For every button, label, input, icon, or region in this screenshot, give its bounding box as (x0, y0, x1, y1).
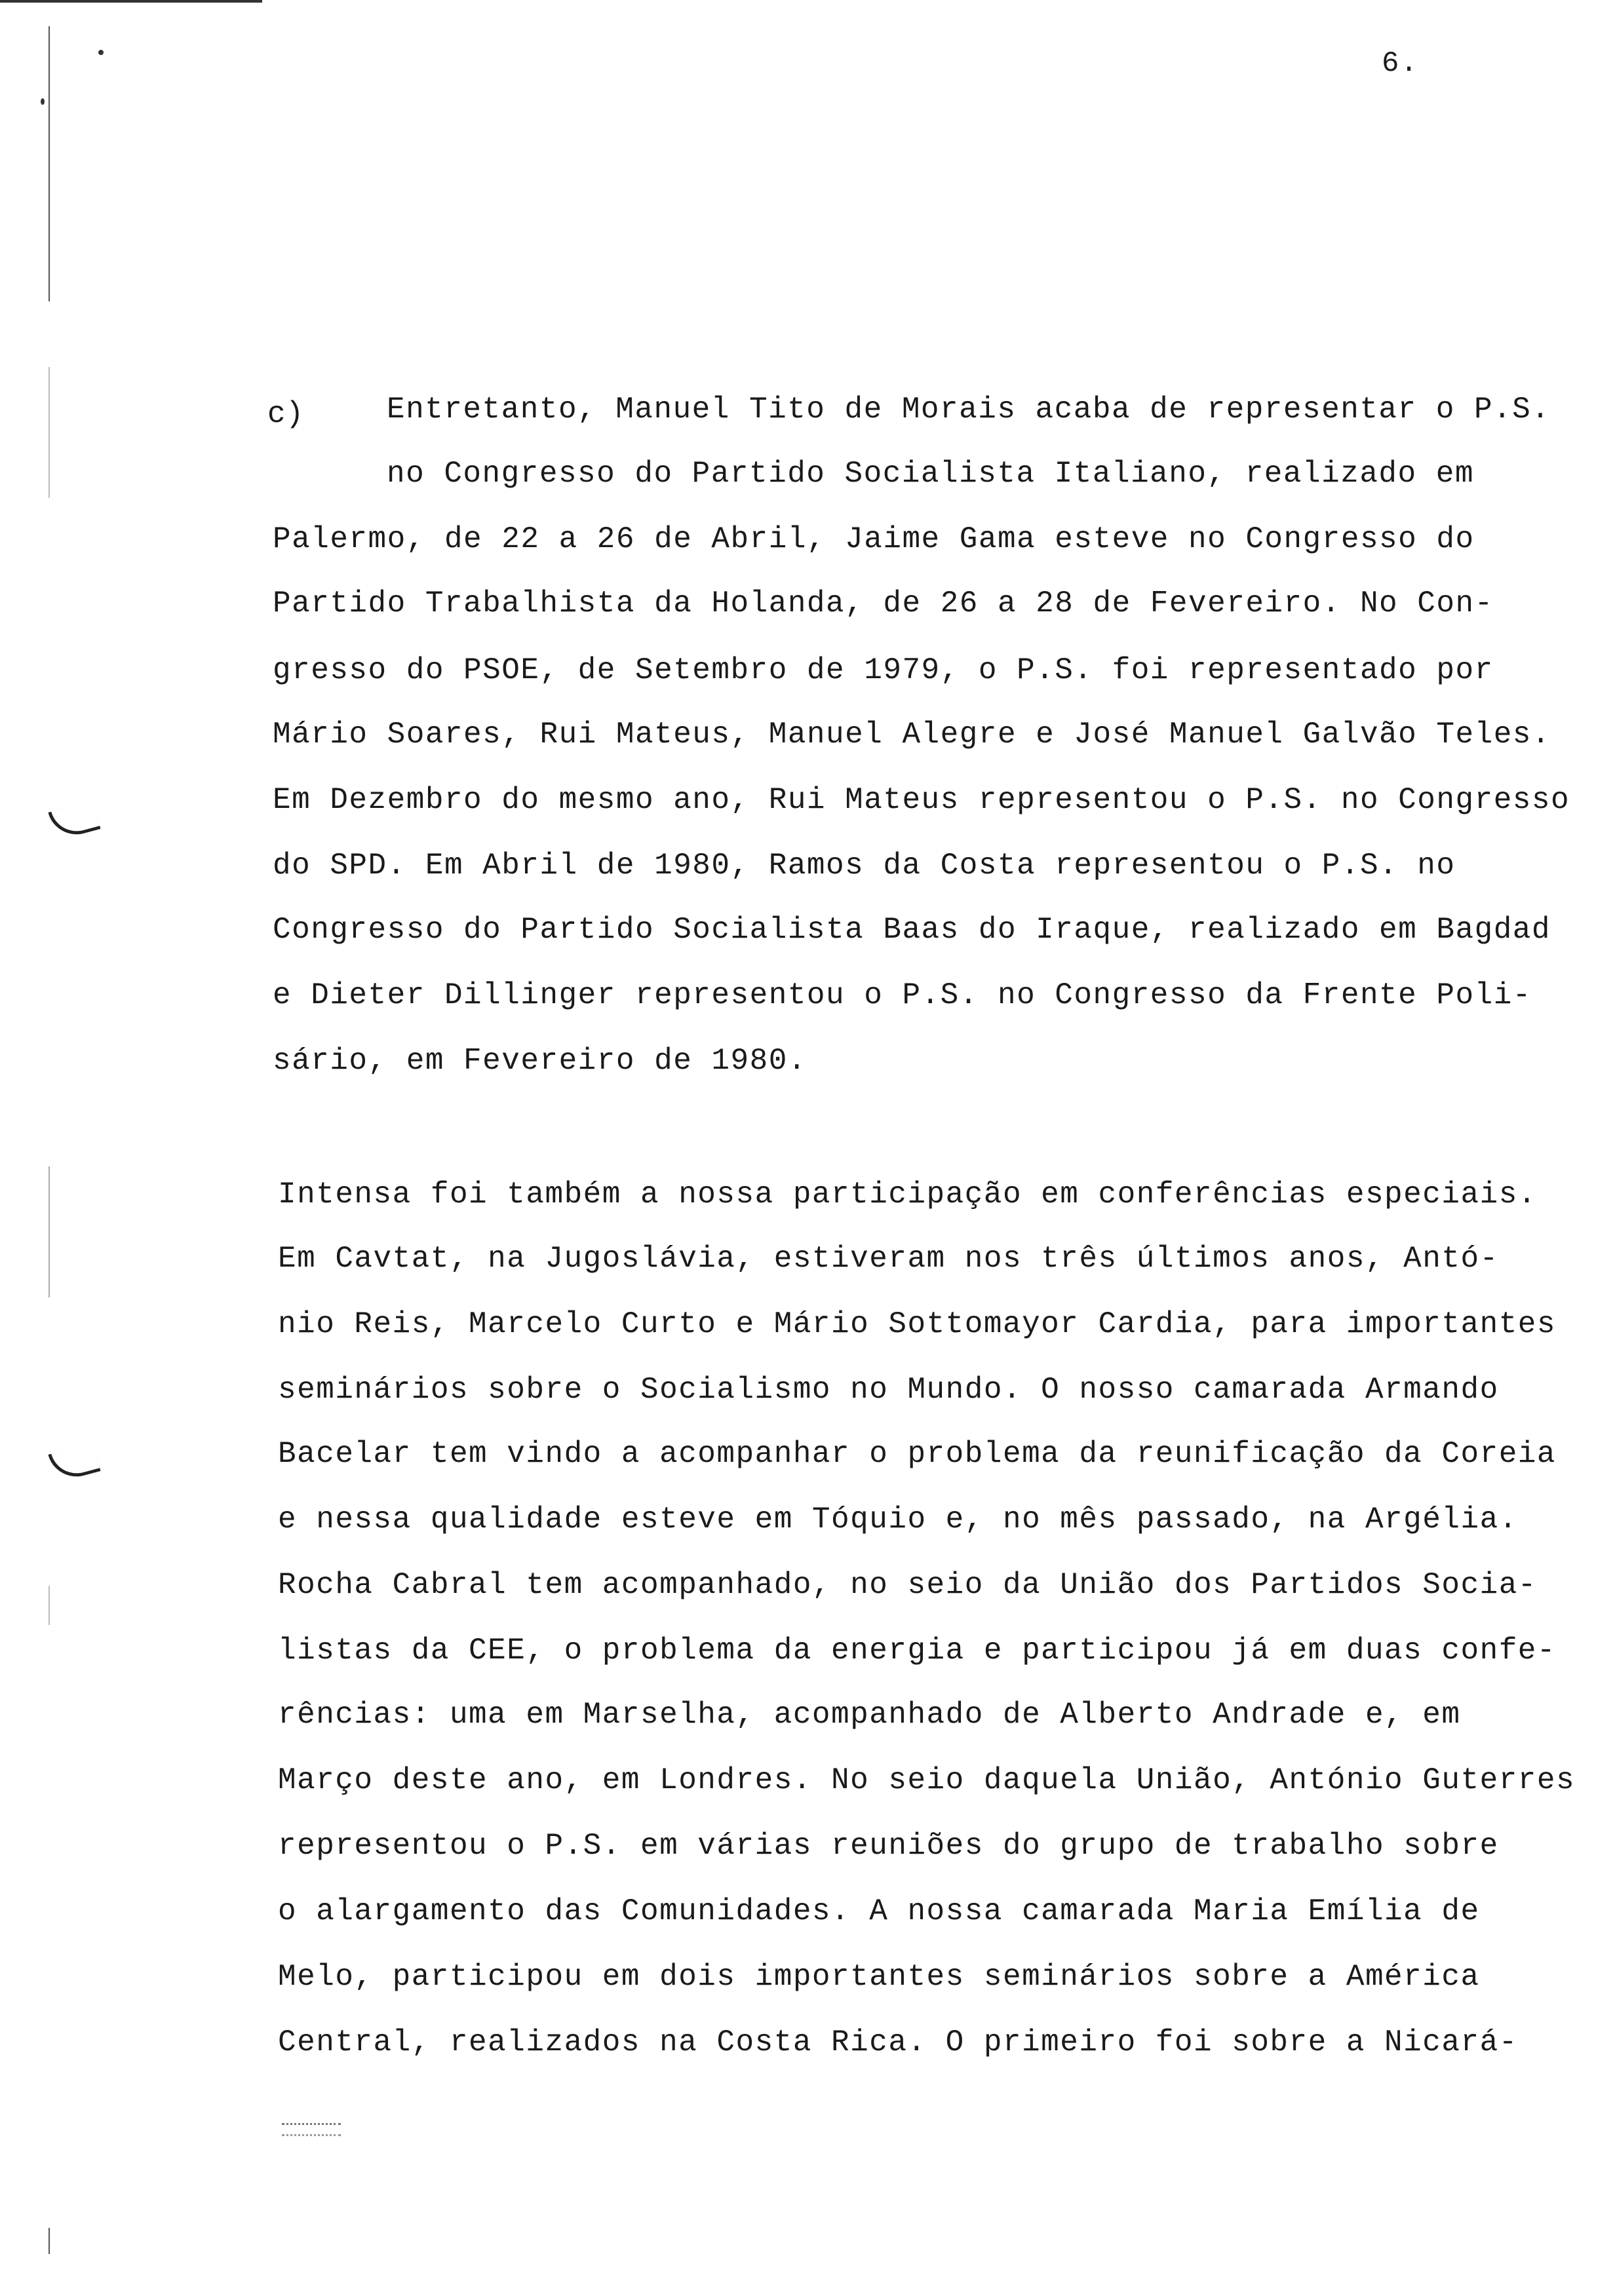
text-line: Melo, participou em dois importantes seminários sobre a América (278, 1960, 1480, 1994)
text-line: rências: uma em Marselha, acompanhado de Alberto Andrade e, em (278, 1698, 1461, 1732)
page-number: 6. (1382, 47, 1419, 80)
cut-off-text-fragment (282, 2123, 341, 2136)
scan-edge-line (49, 26, 50, 301)
text-line: Entretanto, Manuel Tito de Morais acaba de representar o P.S. (387, 392, 1551, 427)
text-line: do SPD. Em Abril de 1980, Ramos da Costa representou o P.S. no (273, 849, 1456, 883)
text-line: Congresso do Partido Socialista Baas do Iraque, realizado em Bagdad (273, 913, 1551, 947)
scan-speck (98, 50, 104, 55)
text-line: Em Cavtat, na Jugoslávia, estiveram nos três últimos anos, Antó- (278, 1242, 1499, 1276)
text-line: Em Dezembro do mesmo ano, Rui Mateus representou o P.S. no Congresso (273, 783, 1570, 817)
text-line: o alargamento das Comunidades. A nossa camarada Maria Emília de (278, 1894, 1480, 1928)
scan-speck (41, 98, 45, 105)
punch-hole-mark (48, 1443, 100, 1483)
scan-top-rule (0, 0, 262, 3)
text-line: Partido Trabalhista da Holanda, de 26 a 28 de Fevereiro. No Con- (273, 586, 1494, 621)
text-line: Março deste ano, em Londres. No seio daquela União, António Guterres (278, 1763, 1576, 1797)
text-line: no Congresso do Partido Socialista Italiano, realizado em (387, 457, 1474, 491)
text-line: e Dieter Dillinger representou o P.S. no Congresso da Frente Poli- (273, 978, 1532, 1012)
text-line: gresso do PSOE, de Setembro de 1979, o P.S. foi representado por (273, 653, 1494, 687)
text-line: e nessa qualidade esteve em Tóquio e, no mês passado, na Argélia. (278, 1502, 1518, 1537)
scan-edge-line (49, 367, 50, 498)
text-line: Mário Soares, Rui Mateus, Manuel Alegre e José Manuel Galvão Teles. (273, 718, 1551, 752)
punch-hole-mark (48, 801, 100, 841)
text-line: sário, em Fevereiro de 1980. (273, 1044, 807, 1078)
text-line: Intensa foi também a nossa participação em conferências especiais. (278, 1177, 1537, 1212)
section-marker: c) (267, 397, 304, 431)
text-line: nio Reis, Marcelo Curto e Mário Sottomayor Cardia, para importantes (278, 1307, 1557, 1341)
text-line: seminários sobre o Socialismo no Mundo. O nosso camarada Armando (278, 1373, 1499, 1407)
scan-edge-line (49, 2228, 50, 2254)
text-line: representou o P.S. em várias reuniões do grupo de trabalho sobre (278, 1829, 1499, 1863)
scan-edge-line (49, 1586, 50, 1625)
text-line: Rocha Cabral tem acompanhado, no seio da União dos Partidos Socia- (278, 1568, 1537, 1602)
text-line: Central, realizados na Costa Rica. O primeiro foi sobre a Nicará- (278, 2025, 1518, 2059)
text-line: Palermo, de 22 a 26 de Abril, Jaime Gama esteve no Congresso do (273, 522, 1475, 556)
text-line: listas da CEE, o problema da energia e participou já em duas confe- (278, 1634, 1557, 1668)
text-line: Bacelar tem vindo a acompanhar o problema da reunificação da Coreia (278, 1437, 1557, 1471)
scan-edge-line (49, 1166, 50, 1297)
